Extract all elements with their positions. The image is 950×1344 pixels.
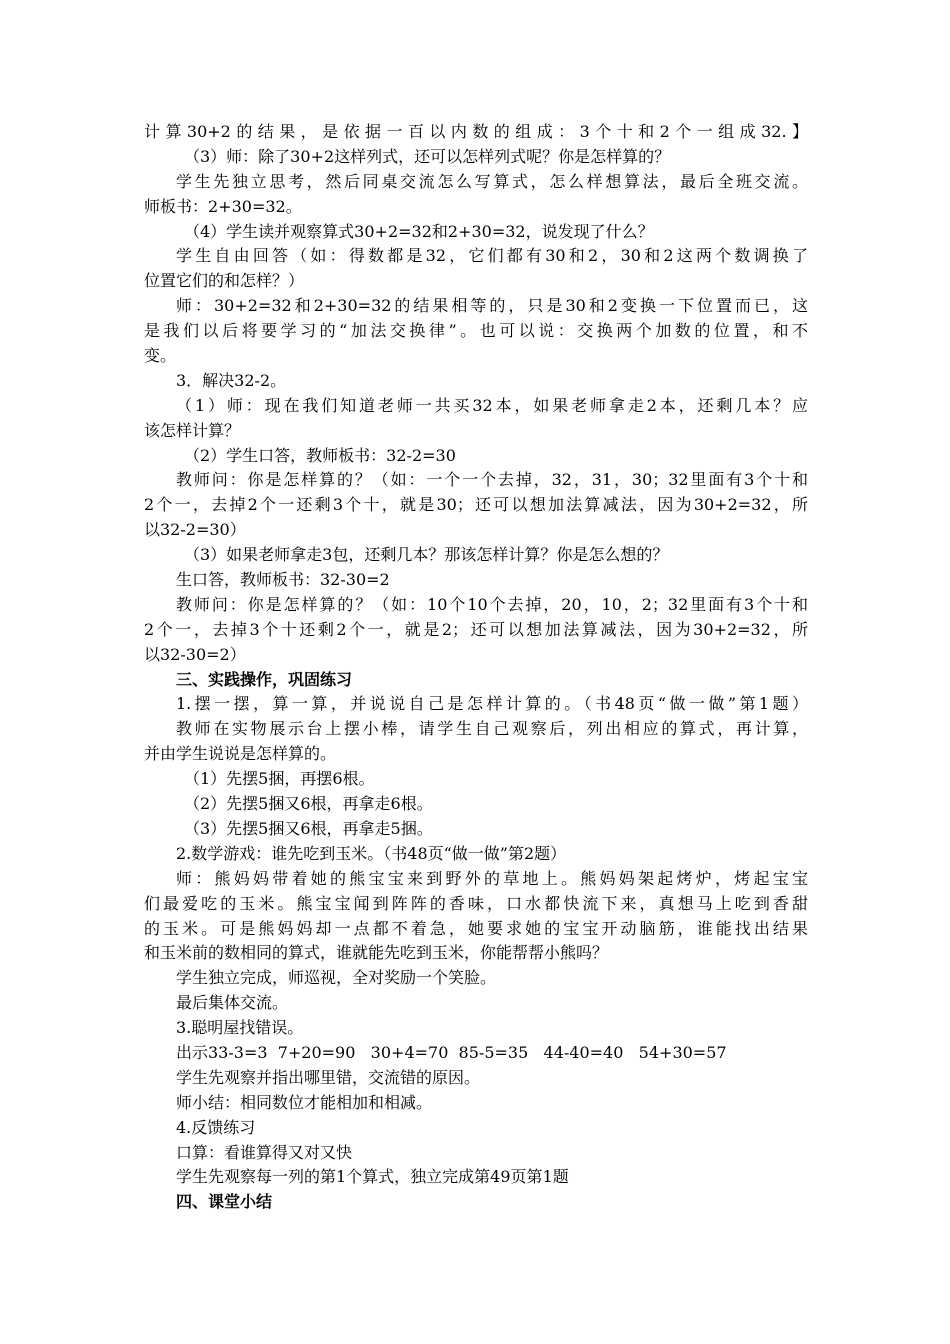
- text-line: 教师问：你是怎样算的？（如：一个一个去掉，32，31，30；32里面有3个十和: [176, 470, 808, 490]
- text-line: 位置它们的和怎样？）: [144, 271, 305, 291]
- text-line: 学生先观察并指出哪里错，交流错的原因。: [176, 1067, 481, 1087]
- text-line: 以32-2=30）: [144, 520, 246, 540]
- text-line: 们最爱吃的玉米。熊宝宝闻到阵阵的香味，口水都快流下来，真想马上吃到香甜: [144, 893, 808, 913]
- text-line: （3）如果老师拿走3包，还剩几本？那该怎样计算？你是怎么想的？: [184, 545, 669, 565]
- text-line: 变。: [144, 346, 177, 366]
- text-line: 最后集体交流。: [176, 993, 289, 1013]
- text-line: （2）学生口答，教师板书：32-2=30: [184, 445, 456, 465]
- text-line: 计算30+2的结果，是依据一百以内数的组成：3个十和2个一组成32.】: [144, 122, 808, 141]
- text-line: 师板书：2+30=32。: [144, 196, 302, 216]
- text-line: 师：30+2=32和2+30=32的结果相等的，只是30和2变换一下位置而已，这: [176, 296, 808, 316]
- text-line: 并由学生说说是怎样算的。: [144, 744, 337, 764]
- text-line: 生口答，教师板书：32-30=2: [176, 570, 390, 590]
- text-line: 的玉米。可是熊妈妈却一点都不着急，她要求她的宝宝开动脑筋，谁能找出结果: [144, 918, 808, 938]
- text-line: （3）师：除了30+2这样列式，还可以怎样列式呢？你是怎样算的？: [184, 146, 671, 166]
- text-line: 是我们以后将要学习的“加法交换律”。也可以说：交换两个加数的位置，和不: [144, 321, 808, 341]
- text-line: 教师在实物展示台上摆小棒，请学生自己观察后，列出相应的算式，再计算，: [176, 719, 808, 739]
- text-line: 学生自由回答（如：得数都是32，它们都有30和2，30和2这两个数调换了: [176, 246, 808, 266]
- list-item: （2）先摆5捆又6根，再拿走6根。: [184, 794, 433, 814]
- list-item: （1）先摆5捆，再摆6根。: [184, 769, 375, 789]
- text-line: 2.数学游戏：谁先吃到玉米。（书48页“做一做”第2题）: [176, 843, 567, 863]
- text-line: 口算：看谁算得又对又快: [176, 1142, 353, 1162]
- document-page: [144, 120, 808, 1215]
- text-line: 和玉米前的数相同的算式，谁就能先吃到玉米，你能帮帮小熊吗？: [144, 943, 609, 963]
- text-line: （1）师：现在我们知道老师一共买32本，如果老师拿走2本，还剩几本？应: [176, 395, 808, 415]
- text-line: 以32-30=2）: [144, 644, 246, 664]
- text-line: 师：熊妈妈带着她的熊宝宝来到野外的草地上。熊妈妈架起烤炉，烤起宝宝: [176, 868, 808, 888]
- text-line: 4.反馈练习: [176, 1117, 256, 1137]
- text-line: 1.摆一摆，算一算，并说说自己是怎样计算的。（书48页“做一做”第1题）: [176, 694, 808, 714]
- text-line: 学生独立完成，师巡视，全对奖励一个笑脸。: [176, 968, 497, 988]
- text-line: 师小结：相同数位才能相加和相减。: [176, 1092, 433, 1112]
- section-heading: 三、实践操作，巩固练习: [176, 669, 353, 689]
- text-line: （4）学生读并观察算式30+2=32和2+30=32，说发现了什么？: [184, 221, 654, 241]
- section-heading: 四、课堂小结: [176, 1192, 273, 1212]
- list-item: （3）先摆5捆又6根，再拿走5捆。: [184, 818, 433, 838]
- text-line: 3.聪明屋找错误。: [176, 1018, 304, 1038]
- text-line: 学生先独立思考，然后同桌交流怎么写算式，怎么样想算法，最后全班交流。: [176, 171, 808, 191]
- text-line: 学生先观察每一列的第1个算式，独立完成第49页第1题: [176, 1167, 569, 1187]
- text-line: 出示33-3=3 7+20=90 30+4=70 85-5=35 44-40=40 54+30=57: [176, 1042, 727, 1062]
- text-line: 该怎样计算？: [144, 420, 241, 440]
- section-heading: 3．解决32-2。: [176, 370, 287, 390]
- text-line: 教师问：你是怎样算的？（如：10个10个去掉，20，10，2；32里面有3个十和: [176, 594, 808, 614]
- text-line: 2个一，去掉2个一还剩3个十，就是30；还可以想加法算减法，因为30+2=32，所: [144, 495, 808, 515]
- text-line: 2个一，去掉3个十还剩2个一，就是2；还可以想加法算减法，因为30+2=32，所: [144, 619, 808, 639]
